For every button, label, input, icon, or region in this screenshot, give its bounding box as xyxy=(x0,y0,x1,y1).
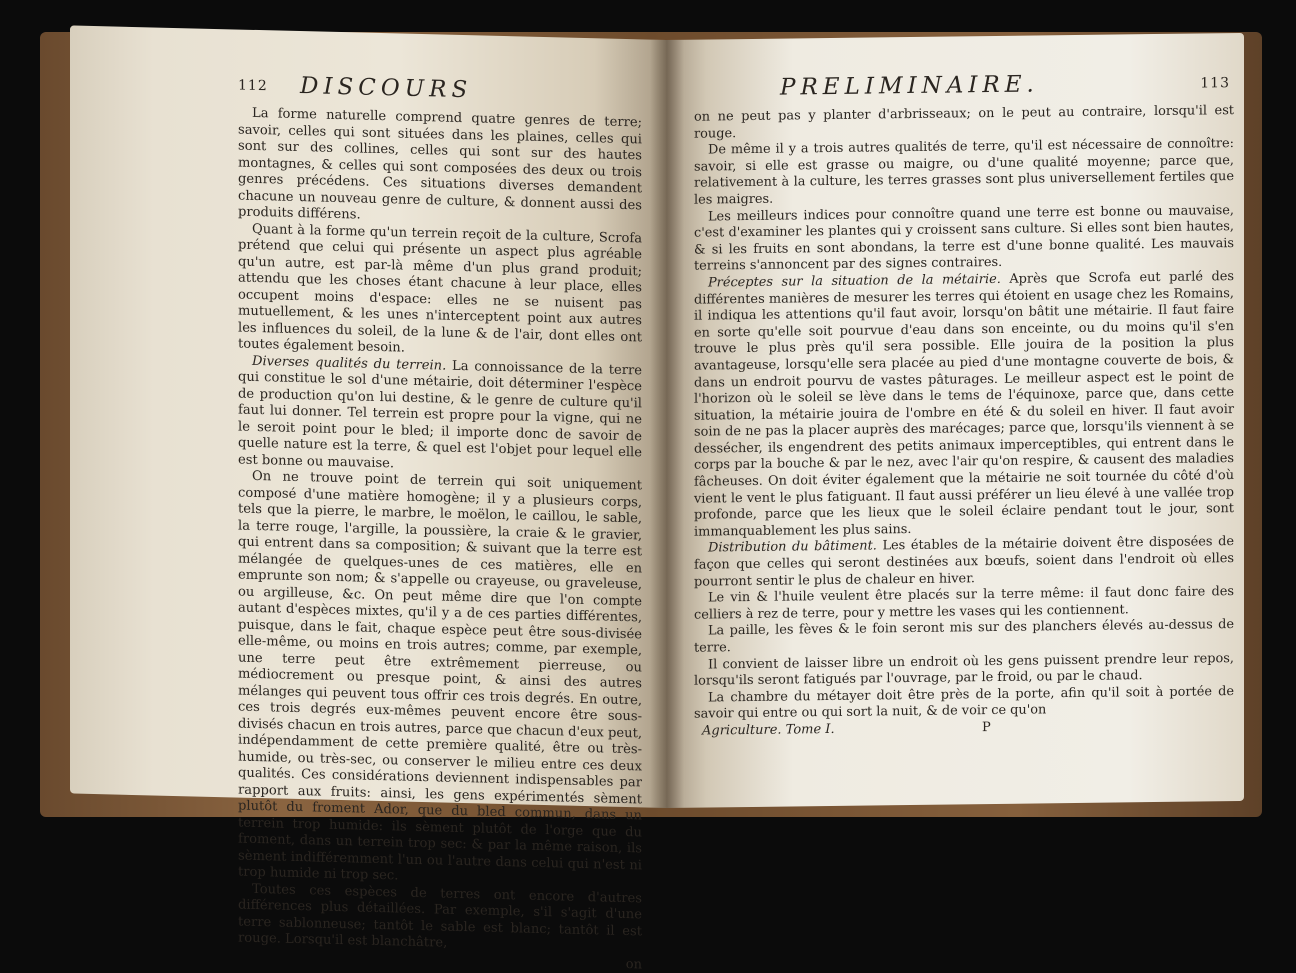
paragraph-text: Les meilleurs indices pour connoître quand une terre est bonne ou mauvaise, c'est d'examiner les plantes qui y croissent sans culture. Si elles sont bien hautes, & si les fruits en sont abondans, la terre est d'une bonne qualité. Les mauvais terreins s'annoncent par des signes contraires. xyxy=(694,202,1234,275)
paragraph-text: Il convient de laisser libre un endroit où les gens puissent prendre leur repos, lorsqu'ils seront fatigués par l'ouvrage, par le froid, ou par le chaud. xyxy=(694,650,1234,689)
paragraph-text: Les étables de la métairie doivent être disposées de façon que celles qui seront destinées aux bœufs, soient dans l'endroit où elles pourront sentir le plus de chaleur en hiver. xyxy=(694,534,1234,590)
right-page-number: 113 xyxy=(1200,75,1230,92)
marginal-heading: Préceptes sur la situation de la métairie. xyxy=(708,271,1001,291)
paragraph-text: La chambre du métayer doit être près de la porte, afin qu'il soit à portée de savoir qui entre ou qui sort la nuit, & de voir ce qu'on xyxy=(694,683,1234,723)
paragraph xyxy=(238,221,642,363)
paragraph-text: On ne trouve point de terrein qui soit uniquement composé d'une matière homogène; il y a plusieurs corps, tels que la pierre, le marbre, le moëlon, le caillou, le sable, la terre rouge, l'argille, la poussière, la craie & le gravier, qui entrent dans sa composition; & suivant que la terre est mélangée de quelques-unes de ces matières, elle en emprunte son nom; & s'appelle ou crayeuse, ou graveleuse, ou argilleuse, &c. On peut même dire que l'on compte autant d'espèces mixtes, qu'il y a de ces parties différentes, puisque, dans le fait, chaque espèce peut être sous-divisée elle-même, ou moins en trois autres; comme, par exemple, une terre peut être extrêmement pierreuse, ou médiocrement ou presque point, & ainsi des autres mélanges qui peuvent tous offrir ces trois degrés. En outre, ces trois degrés eux-mêmes peuvent encore être sous-divisés chacun en trois autres, parce que chacun d'eux peut, indépendamment de cette première qualité, être ou très-humide, ou très-sec, ou conserver le milieu entre ces deux qualités. Ces considérations deviennent indispensables par rapport aux fruits: ainsi, les gens expérimentés sèment plutôt du froment Ador, que du bled commun, dans un terrein trop humide: ils sèment plutôt de l'orge que du froment, dans un terrein trop sec: & par la même raison, ils sèment indifféremment l'un ou l'autre dans celui qui n'est ni trop humide ni trop sec. xyxy=(238,468,642,884)
paragraph xyxy=(238,353,642,478)
paragraph xyxy=(694,203,1234,276)
right-page-body xyxy=(694,103,1234,724)
right-page xyxy=(666,33,1244,808)
paragraph-text: Après que Scrofa eut parlé des différentes manières de mesurer les terres qui étoient en usage chez les Romains, il indiqua les attentions qu'il faut avoir, lorsqu'on bâtit une métairie. Il faut faire en sorte qu'elle soit pourvue d'eau dans son enceinte, ou du moins qu'il s'en trouve le plus près qu'il sera possible. Elle jouira de la position la plus avantageuse, lorsqu'elle sera placée au pied d'une montagne couverte de bois, & dans un endroit pourvu de vastes pâturages. Le meilleur aspect est le point de l'horizon où le soleil se lève dans le tems de l'équinoxe, parce que, dans cette situation, la métairie jouira de l'ombre en été & du soleil en hiver. Il faut avoir soin de ne pas la placer auprès des marécages; parce que, lorsqu'ils viennent à se dessécher, ils engendrent des petits animaux imperceptibles, qui entrent dans le corps par la bouche & par le nez, avec l'air qu'on respire, & causent des maladies fâcheuses. On doit éviter également que la métairie ne soit tournée du côté d'où vient le vent le plus fatiguant. Il faut aussi préférer un lieu élevé à une vallée trop profonde, parce que les lieux que le soleil éclaire pendant tout le jour, sont immanquablement les plus sains. xyxy=(694,268,1234,540)
paragraph xyxy=(694,269,1234,541)
signature-text: Agriculture. Tome I. xyxy=(702,721,835,739)
right-page-content xyxy=(694,69,1234,742)
paragraph xyxy=(238,881,642,957)
paragraph xyxy=(238,106,642,231)
paragraph-text: Quant à la forme qu'un terrein reçoit de la culture, Scrofa prétend que celui qui présente un aspect plus agréable qu'un autre, est par-là même d'un plus grand produit; attendu que les choses étant chacune à leur place, elles occupent moins d'espace: elles ne se nuisent pas mutuellement, & les unes n'interceptent point aux autres les influences du soleil, de la lune & de l'air, dont elles ont toutes également besoin. xyxy=(238,221,642,356)
signature-mark: P xyxy=(982,720,991,736)
paragraph-text: La forme naturelle comprend quatre genres de terre; savoir, celles qui sont situées dans les plaines, celles qui sont sur des collines, celles qui sont sur des hautes montagnes, & celles qui sont composées des deux ou trois genres précédens. Ces situations diverses demandent chacune un nouveau genre de culture, & donnent aussi des produits différens. xyxy=(238,105,642,223)
right-running-header xyxy=(694,69,1234,106)
left-page-content xyxy=(238,72,642,972)
left-page xyxy=(70,25,666,972)
paragraph-text: De même il y a trois autres qualités de terre, qu'il est nécessaire de connoître: savoir, si elle est grasse ou maigre, ou d'une qualité moyenne; parce que, relativement à la culture, les terres grasses sont plus universellement fertiles que les maigres. xyxy=(694,136,1234,208)
book-gutter xyxy=(650,40,684,808)
paragraph xyxy=(694,534,1234,590)
right-running-title: PRELIMINAIRE. xyxy=(780,71,1039,101)
paragraph-text: La paille, les fèves & le foin seront mis sur des planchers élevés au-dessus de terre. xyxy=(694,617,1234,656)
paragraph xyxy=(694,136,1234,209)
left-running-title: DISCOURS xyxy=(300,73,473,104)
left-running-header xyxy=(238,72,642,112)
paragraph-text: Toutes ces espèces de terres ont encore d'autres différences plus détaillées. Par exemple, s'il s'agit d'une terre sablonneuse; tantôt le sable est blanc; tantôt il est rouge. Lorsqu'il est blanchâtre, xyxy=(238,881,642,951)
paragraph-text: La connoissance de la terre qui constitue le sol d'une métairie, doit déterminer l'espèce de production qu'on lui destine, & le genre de culture qu'il faut lui donner. Tel terrein est propre pour la vigne, qui ne le seroit point pour le bled; il importe donc de savoir de quelle nature est la terre, & quel est l'objet pour lequel elle est bonne ou mauvaise. xyxy=(238,358,643,471)
left-page-number: 112 xyxy=(238,77,268,95)
paragraph-text: Le vin & l'huile veulent être placés sur la terre même: il faut donc faire des celliers à rez de terre, pour y mettre les vases qui les contiennent. xyxy=(694,584,1234,623)
left-page-body xyxy=(238,106,642,957)
paragraph-text: on ne peut pas y planter d'arbrisseaux; on le peut au contraire, lorsqu'il est rouge. xyxy=(694,103,1234,142)
marginal-heading: Diverses qualités du terrein. xyxy=(252,353,447,374)
left-catchword: on xyxy=(625,956,642,972)
paragraph xyxy=(238,469,642,891)
marginal-heading: Distribution du bâtiment. xyxy=(708,538,877,556)
